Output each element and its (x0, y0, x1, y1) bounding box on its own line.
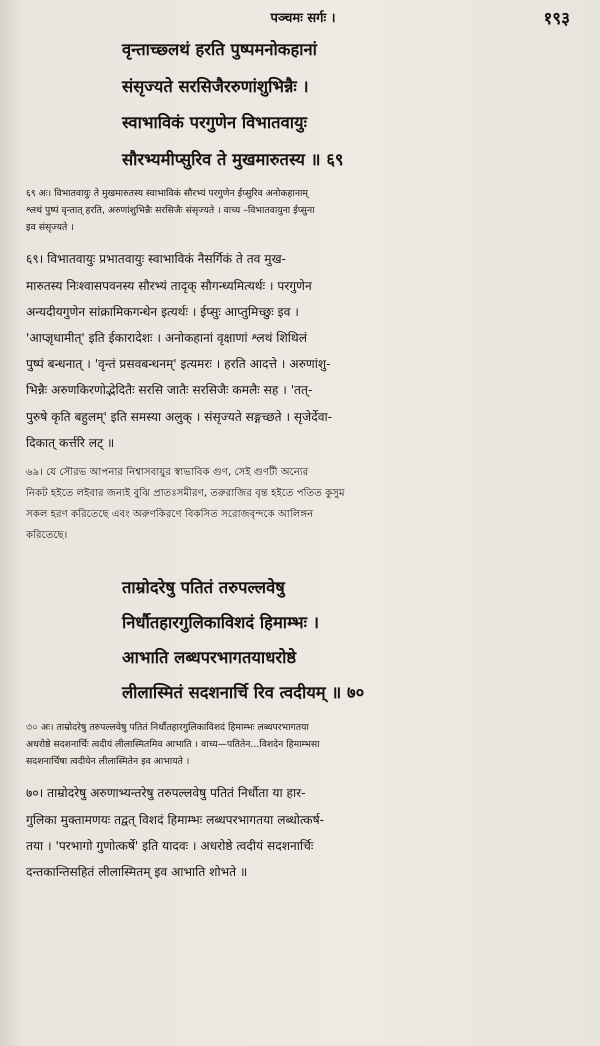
anvaya-line: सदशनार्चिषा त्वदीयेन लीलास्मितेन इव आभायते । (26, 755, 190, 767)
bengali-line: ৬৯। যে সৌরভ আপনার নিশ্বাসবায়ুর স্বাভাবিক গুণ, সেই গুণটী অন্যের (26, 467, 309, 479)
verse-line: लीलास्मितं सदशनार्चि रिव त्वदीयम् ॥ ७० (122, 683, 365, 703)
commentary-70 (26, 780, 580, 885)
bengali-line: সকল হরণ করিতেছে এবং অরুণকিরণে বিকসিত সরোজবৃন্দকে আলিঙ্গন (26, 509, 314, 521)
verse-line: निर्धौतहारगुलिकाविशदं हिमाम्भः । (122, 613, 319, 633)
verse-line: सौरभ्यमीप्सुरिव ते मुखमारुतस्य ॥ ६९ (122, 149, 344, 169)
commentary-line: पुरुषे कृति बहुलम्' इति समस्या अलुक् । संसृज्यते सङ्गच्छते । सृजेर्देवा- (26, 409, 333, 424)
commentary-line: गुलिका मुक्तामणयः तद्वत् विशदं हिमाम्भः लब्धपरभागतया लब्धोत्कर्ष- (26, 812, 325, 827)
commentary-line: 'आप्ज्ञृधामीत्' इति ईकारादेशः । अनोकहानां वृक्षाणां श्लथं शिथिलं (26, 331, 307, 345)
verse-69 (26, 32, 580, 178)
commentary-line: ६९। विभातवायुः प्रभातवायुः स्वाभाविकं नैसर्गिकं ते तव मुख- (26, 252, 286, 267)
commentary-line: ७०। ताम्रोदरेषु अरुणाभ्यन्तरेषु तरुपल्लवेषु पतितं निर्धौता या हार- (26, 786, 306, 801)
anvaya-line: ६९ अः। विभातवायुः ते मुखमारुतस्य स्वाभाविकं सौरभ्यं परगुणेन ईप्सुरिव अनोकहानाम् (26, 188, 308, 199)
bengali-translation-69 (26, 462, 580, 546)
anvaya-line: श्लथं पुष्पं वृन्तात् हरति, अरुणांशुभिन्नैः सरसिजैः संसृज्यते । वाच्य –विभातवायुना ईप्सुना (26, 204, 315, 216)
verse-line: वृन्ताच्छ्लथं हरति पुष्पमनोकहानां (122, 40, 317, 59)
commentary-line: पुष्पं बन्धनात् । 'वृन्तं प्रसवबन्धनम्' इत्यमरः । हरति आदत्ते । अरुणांशु- (26, 357, 331, 372)
verse-line: आभाति लब्धपरभागतयाधरोष्ठे (122, 648, 297, 668)
anvaya-69 (26, 186, 580, 236)
verse-line: स्वाभाविकं परगुणेन विभातवायुः (122, 113, 307, 132)
page-header (26, 6, 580, 32)
bengali-line: নিকট হইতে লইবার জন্যই বুঝি প্রাতঃসমীরণ, তরুরাজির বৃন্ত হইতে পতিত কুসুম (26, 488, 345, 500)
commentary-line: भिन्नैः अरुणकिरणोद्भेदितैः सरसि जातैः सरसिजैः कमलैः सह । 'तत्- (26, 383, 313, 398)
commentary-line: मारुतस्य निःश्वासपवनस्य सौरभ्यं तादृक् सौगन्ध्यमित्यर्थः । परगुणेन (26, 278, 312, 293)
anvaya-line: अधरोष्ठे सदशनार्चिः त्वदीयं लीलास्मितमिव आभाति । वाच्य—पतितेन...विशदेन हिमाम्भसा (26, 738, 320, 750)
anvaya-line: ৩০ अः। ताम्रोदरेषु तरुपल्लवेषु पतितं निर्धौतहारगुलिकाविशदं हिमाम्भः लब्धपरभागतया (26, 722, 309, 734)
verse-70 (26, 570, 580, 710)
commentary-line: अन्यदीयगुणेन सांक्रामिकगन्धेन इत्यर्थः । ईप्सुः आप्तुमिच्छुः इव । (26, 304, 299, 319)
running-title: पञ्चमः सर्गः । (270, 11, 336, 26)
bengali-line: করিতেছে। (26, 530, 68, 542)
anvaya-line: इव संसृज्यते । (26, 221, 74, 233)
page-number: १९३ (543, 9, 570, 29)
verse-line: संसृज्यते सरसिजैररुणांशुभिन्नैः । (122, 76, 309, 96)
verse-line: ताम्रोदरेषु पतितं तरुपल्लवेषु (122, 578, 285, 598)
anvaya-70 (26, 720, 580, 770)
commentary-line: दन्तकान्तिसहितं लीलास्मितम् इव आभाति शोभते ॥ (26, 865, 248, 880)
commentary-69 (26, 246, 580, 456)
commentary-line: तया । 'परभागो गुणोत्कर्षे' इति यादवः । अधरोष्ठे त्वदीयं सदशनार्चिः (26, 838, 314, 853)
commentary-line: दिकात् कर्त्तरि लट् ॥ (26, 435, 115, 450)
